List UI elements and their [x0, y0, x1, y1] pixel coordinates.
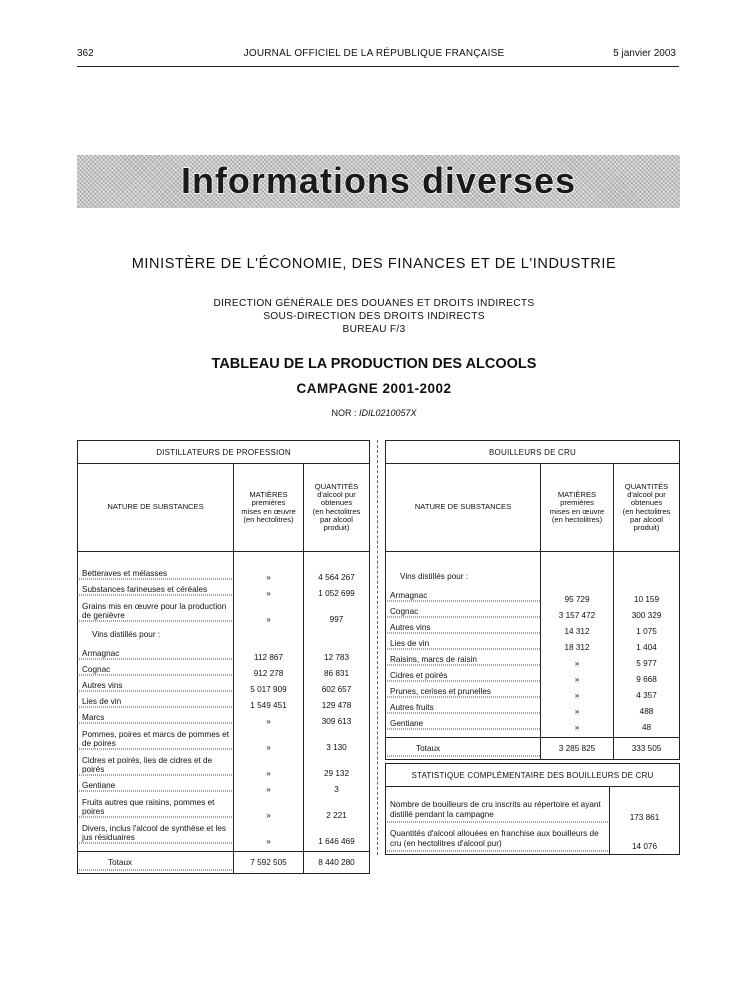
table-row — [78, 710, 370, 726]
quantites-header-text-line: QUANTITÉS — [314, 481, 359, 491]
row-label-text: Cidres et poirés — [390, 671, 448, 680]
table-row — [78, 752, 370, 778]
table-row — [386, 566, 680, 588]
matieres-header-text-line: MATIÈRES — [249, 490, 288, 500]
quantites-header-text-line: produit) — [323, 522, 350, 532]
table-row — [386, 684, 680, 700]
row-label — [78, 582, 234, 598]
row-quantites — [304, 624, 370, 646]
row-label — [386, 668, 541, 684]
direction-line-1: DIRECTION GÉNÉRALE DES DOUANES ET DROITS INDIRECTS — [213, 298, 535, 309]
row-label — [78, 794, 234, 820]
row-quantites: 1 404 — [614, 636, 680, 652]
row-matieres: 5 017 909 — [234, 678, 304, 694]
table-row — [78, 820, 370, 846]
row-matieres: » — [234, 752, 304, 778]
row-matieres: » — [541, 652, 614, 668]
row-quantites: 3 — [304, 778, 370, 794]
row-label-text: Armagnac — [82, 649, 120, 658]
column-header-nature: NATURE DE SUBSTANCES — [386, 464, 541, 552]
distillateurs-table — [77, 440, 370, 874]
quantites-header-text-line: produit) — [633, 522, 660, 532]
totals-quantites: 8 440 280 — [304, 852, 370, 874]
row-label-text: Vins distillés pour : — [92, 630, 161, 639]
row-label-text: Gentiane — [82, 781, 116, 790]
row-quantites: 2 221 — [304, 794, 370, 820]
row-label-text: Autres vins — [390, 623, 431, 632]
issue-date: 5 janvier 2003 — [613, 48, 676, 59]
row-quantites: 12 783 — [304, 646, 370, 662]
column-header-matieres — [541, 464, 614, 552]
stats-row — [386, 825, 680, 855]
quantites-header-text-line: obtenues — [320, 498, 353, 508]
row-label — [386, 652, 541, 668]
totals-row — [78, 852, 370, 874]
document-title: TABLEAU DE LA PRODUCTION DES ALCOOLS — [211, 356, 537, 372]
section-banner — [77, 155, 680, 208]
row-label-text: Raisins, marcs de raisin — [390, 655, 477, 664]
row-label — [78, 752, 234, 778]
bouilleurs-table — [385, 440, 680, 760]
direction-line-3: BUREAU F/3 — [342, 324, 406, 335]
row-label-text: Lies de vin — [82, 697, 122, 706]
totals-label-text: Totaux — [108, 858, 133, 867]
row-label — [386, 588, 541, 604]
row-label — [386, 604, 541, 620]
row-quantites: 1 075 — [614, 620, 680, 636]
row-quantites: 9 668 — [614, 668, 680, 684]
table-row — [78, 678, 370, 694]
row-matieres: 18 312 — [541, 636, 614, 652]
stats-value: 173 861 — [610, 795, 680, 825]
row-quantites: 3 130 — [304, 726, 370, 752]
quantites-header-text-line: obtenues — [630, 498, 663, 508]
row-matieres: » — [234, 566, 304, 582]
row-quantites: 48 — [614, 716, 680, 732]
row-label-text: Cognac — [390, 607, 419, 616]
row-label — [386, 566, 541, 588]
table-caption: BOUILLEURS DE CRU — [386, 441, 680, 464]
totals-label-text: Totaux — [416, 744, 441, 753]
table-row — [78, 694, 370, 710]
row-label-text: Armagnac — [390, 591, 428, 600]
matieres-header-text-line: premières — [251, 498, 286, 508]
table-row — [386, 636, 680, 652]
row-matieres: » — [234, 820, 304, 846]
table-row — [386, 588, 680, 604]
table-row — [386, 604, 680, 620]
row-matieres: 3 157 472 — [541, 604, 614, 620]
row-matieres — [541, 566, 614, 588]
matieres-header-text — [238, 491, 299, 524]
row-label — [78, 598, 234, 624]
row-label — [386, 684, 541, 700]
banner-title: Informations diverses — [180, 160, 577, 201]
row-quantites: 5 977 — [614, 652, 680, 668]
column-header-quantites — [304, 464, 370, 552]
row-matieres: » — [541, 684, 614, 700]
row-label — [78, 820, 234, 846]
column-header-quantites — [614, 464, 680, 552]
quantites-header-text — [618, 483, 675, 532]
row-matieres: » — [234, 598, 304, 624]
table-row — [386, 716, 680, 732]
table-row — [78, 582, 370, 598]
quantites-header-text-line: d'alcool pur — [627, 490, 666, 500]
row-quantites: 1 646 469 — [304, 820, 370, 846]
table-row — [78, 566, 370, 582]
row-matieres: 1 549 451 — [234, 694, 304, 710]
page-number: 362 — [77, 48, 94, 59]
totals-quantites: 333 505 — [614, 738, 680, 760]
matieres-header-text-line: premières — [560, 498, 594, 508]
statistics-table — [385, 763, 680, 855]
nor-reference — [0, 408, 748, 418]
row-matieres — [234, 624, 304, 646]
quantites-header-text-line: par alcool — [320, 514, 353, 524]
row-quantites — [614, 566, 680, 588]
row-quantites: 602 657 — [304, 678, 370, 694]
row-label-text: Grains mis en œuvre pour la production de genièvre — [82, 601, 227, 620]
row-matieres: » — [541, 668, 614, 684]
totals-row — [386, 738, 680, 760]
stats-label-text: Nombre de bouilleurs de cru inscrits au répertoire et ayant distillé pendant la campagne — [390, 799, 601, 819]
matieres-header-text-line: (en hectolitres) — [243, 514, 294, 524]
nor-label: NOR : — [331, 408, 357, 418]
row-label — [386, 620, 541, 636]
stats-label-text: Quantités d'alcool allouées en franchise aux bouilleurs de cru (en hectolitres d'alcool pur) — [390, 829, 599, 849]
row-label-text: Prunes, cerises et prunelles — [390, 687, 492, 696]
row-label — [78, 678, 234, 694]
quantites-header-text-line: (en hectolitres — [622, 506, 671, 516]
stats-row — [386, 795, 680, 825]
nor-value: IDIL0210057X — [358, 408, 417, 418]
row-quantites: 488 — [614, 700, 680, 716]
row-label — [78, 566, 234, 582]
row-label — [78, 778, 234, 794]
quantites-header-text-line: par alcool — [630, 514, 663, 524]
row-matieres: 14 312 — [541, 620, 614, 636]
row-label-text: Lies de vin — [390, 639, 430, 648]
table-row — [78, 726, 370, 752]
row-label-text: Autres fruits — [390, 703, 434, 712]
stats-label — [386, 795, 610, 825]
row-matieres: 112 867 — [234, 646, 304, 662]
matieres-header-text-line: (en hectolitres) — [551, 514, 603, 524]
row-label — [386, 700, 541, 716]
totals-matieres: 7 592 505 — [234, 852, 304, 874]
column-divider — [377, 440, 378, 855]
row-label — [78, 726, 234, 752]
row-label-text: Vins distillés pour : — [400, 572, 469, 581]
row-label — [78, 662, 234, 678]
stats-label — [386, 825, 610, 855]
row-quantites: 1 052 699 — [304, 582, 370, 598]
stats-value: 14 076 — [610, 825, 680, 855]
column-header-nature: NATURE DE SUBSTANCES — [78, 464, 234, 552]
table-row — [386, 620, 680, 636]
row-quantites: 300 329 — [614, 604, 680, 620]
stats-caption: STATISTIQUE COMPLÉMENTAIRE DES BOUILLEURS DE CRU — [386, 764, 680, 787]
journal-title: JOURNAL OFFICIEL DE LA RÉPUBLIQUE FRANÇAISE — [243, 48, 505, 59]
row-quantites: 86 831 — [304, 662, 370, 678]
campaign-title: CAMPAGNE 2001-2002 — [296, 381, 452, 396]
ministry-title: MINISTÈRE DE L'ÉCONOMIE, DES FINANCES ET DE L'INDUSTRIE — [131, 256, 617, 272]
row-label-text: Divers, inclus l'alcool de synthèse et les jus résiduaires — [82, 823, 227, 842]
row-label — [78, 646, 234, 662]
row-matieres: » — [234, 794, 304, 820]
table-row — [386, 652, 680, 668]
matieres-header-text-line: mises en œuvre — [549, 506, 605, 516]
totals-matieres: 3 285 825 — [541, 738, 614, 760]
row-quantites: 4 564 267 — [304, 566, 370, 582]
row-matieres: » — [541, 700, 614, 716]
row-label-text: Fruits autres que raisins, pommes et poires — [82, 797, 215, 816]
table-row — [78, 778, 370, 794]
matieres-header-text-line: MATIÈRES — [557, 490, 597, 500]
row-matieres: » — [234, 710, 304, 726]
totals-label — [78, 852, 234, 874]
column-header-matieres — [234, 464, 304, 552]
row-quantites: 129 478 — [304, 694, 370, 710]
row-label — [386, 716, 541, 732]
totals-label — [386, 738, 541, 760]
row-matieres: 95 729 — [541, 588, 614, 604]
row-label-text: Betteraves et mélasses — [82, 569, 168, 578]
table-row — [78, 662, 370, 678]
table-row — [78, 794, 370, 820]
row-quantites: 10 159 — [614, 588, 680, 604]
matieres-header-text — [545, 491, 609, 524]
row-label — [78, 710, 234, 726]
table-row — [386, 668, 680, 684]
row-matieres: » — [541, 716, 614, 732]
quantites-header-text-line: (en hectolitres — [312, 506, 361, 516]
row-quantites: 309 613 — [304, 710, 370, 726]
row-quantites: 29 132 — [304, 752, 370, 778]
table-caption: DISTILLATEURS DE PROFESSION — [78, 441, 370, 464]
table-row — [78, 646, 370, 662]
row-label-text: Autres vins — [82, 681, 123, 690]
row-quantites: 4 357 — [614, 684, 680, 700]
table-row — [78, 598, 370, 624]
row-matieres: » — [234, 726, 304, 752]
row-label-text: Cognac — [82, 665, 111, 674]
quantites-header-text-line: QUANTITÉS — [624, 481, 669, 491]
direction-line-2: SOUS-DIRECTION DES DROITS INDIRECTS — [263, 311, 485, 322]
table-row — [78, 624, 370, 646]
row-matieres: » — [234, 582, 304, 598]
row-quantites: 997 — [304, 598, 370, 624]
row-label-text: Cidres et poirés, lies de cidres et de poirés — [82, 755, 213, 774]
row-matieres: » — [234, 778, 304, 794]
row-label — [78, 624, 234, 646]
row-label-text: Gentiane — [390, 719, 424, 728]
matieres-header-text-line: mises en œuvre — [241, 506, 296, 516]
row-label-text: Substances farineuses et céréales — [82, 585, 208, 594]
row-matieres: 912 278 — [234, 662, 304, 678]
row-label — [386, 636, 541, 652]
row-label-text: Marcs — [82, 713, 105, 722]
header-rule — [77, 66, 679, 67]
quantites-header-text — [308, 483, 365, 532]
row-label-text: Pommes, poires et marcs de pommes et de poires — [82, 729, 229, 748]
table-row — [386, 700, 680, 716]
quantites-header-text-line: d'alcool pur — [317, 490, 356, 500]
row-label — [78, 694, 234, 710]
